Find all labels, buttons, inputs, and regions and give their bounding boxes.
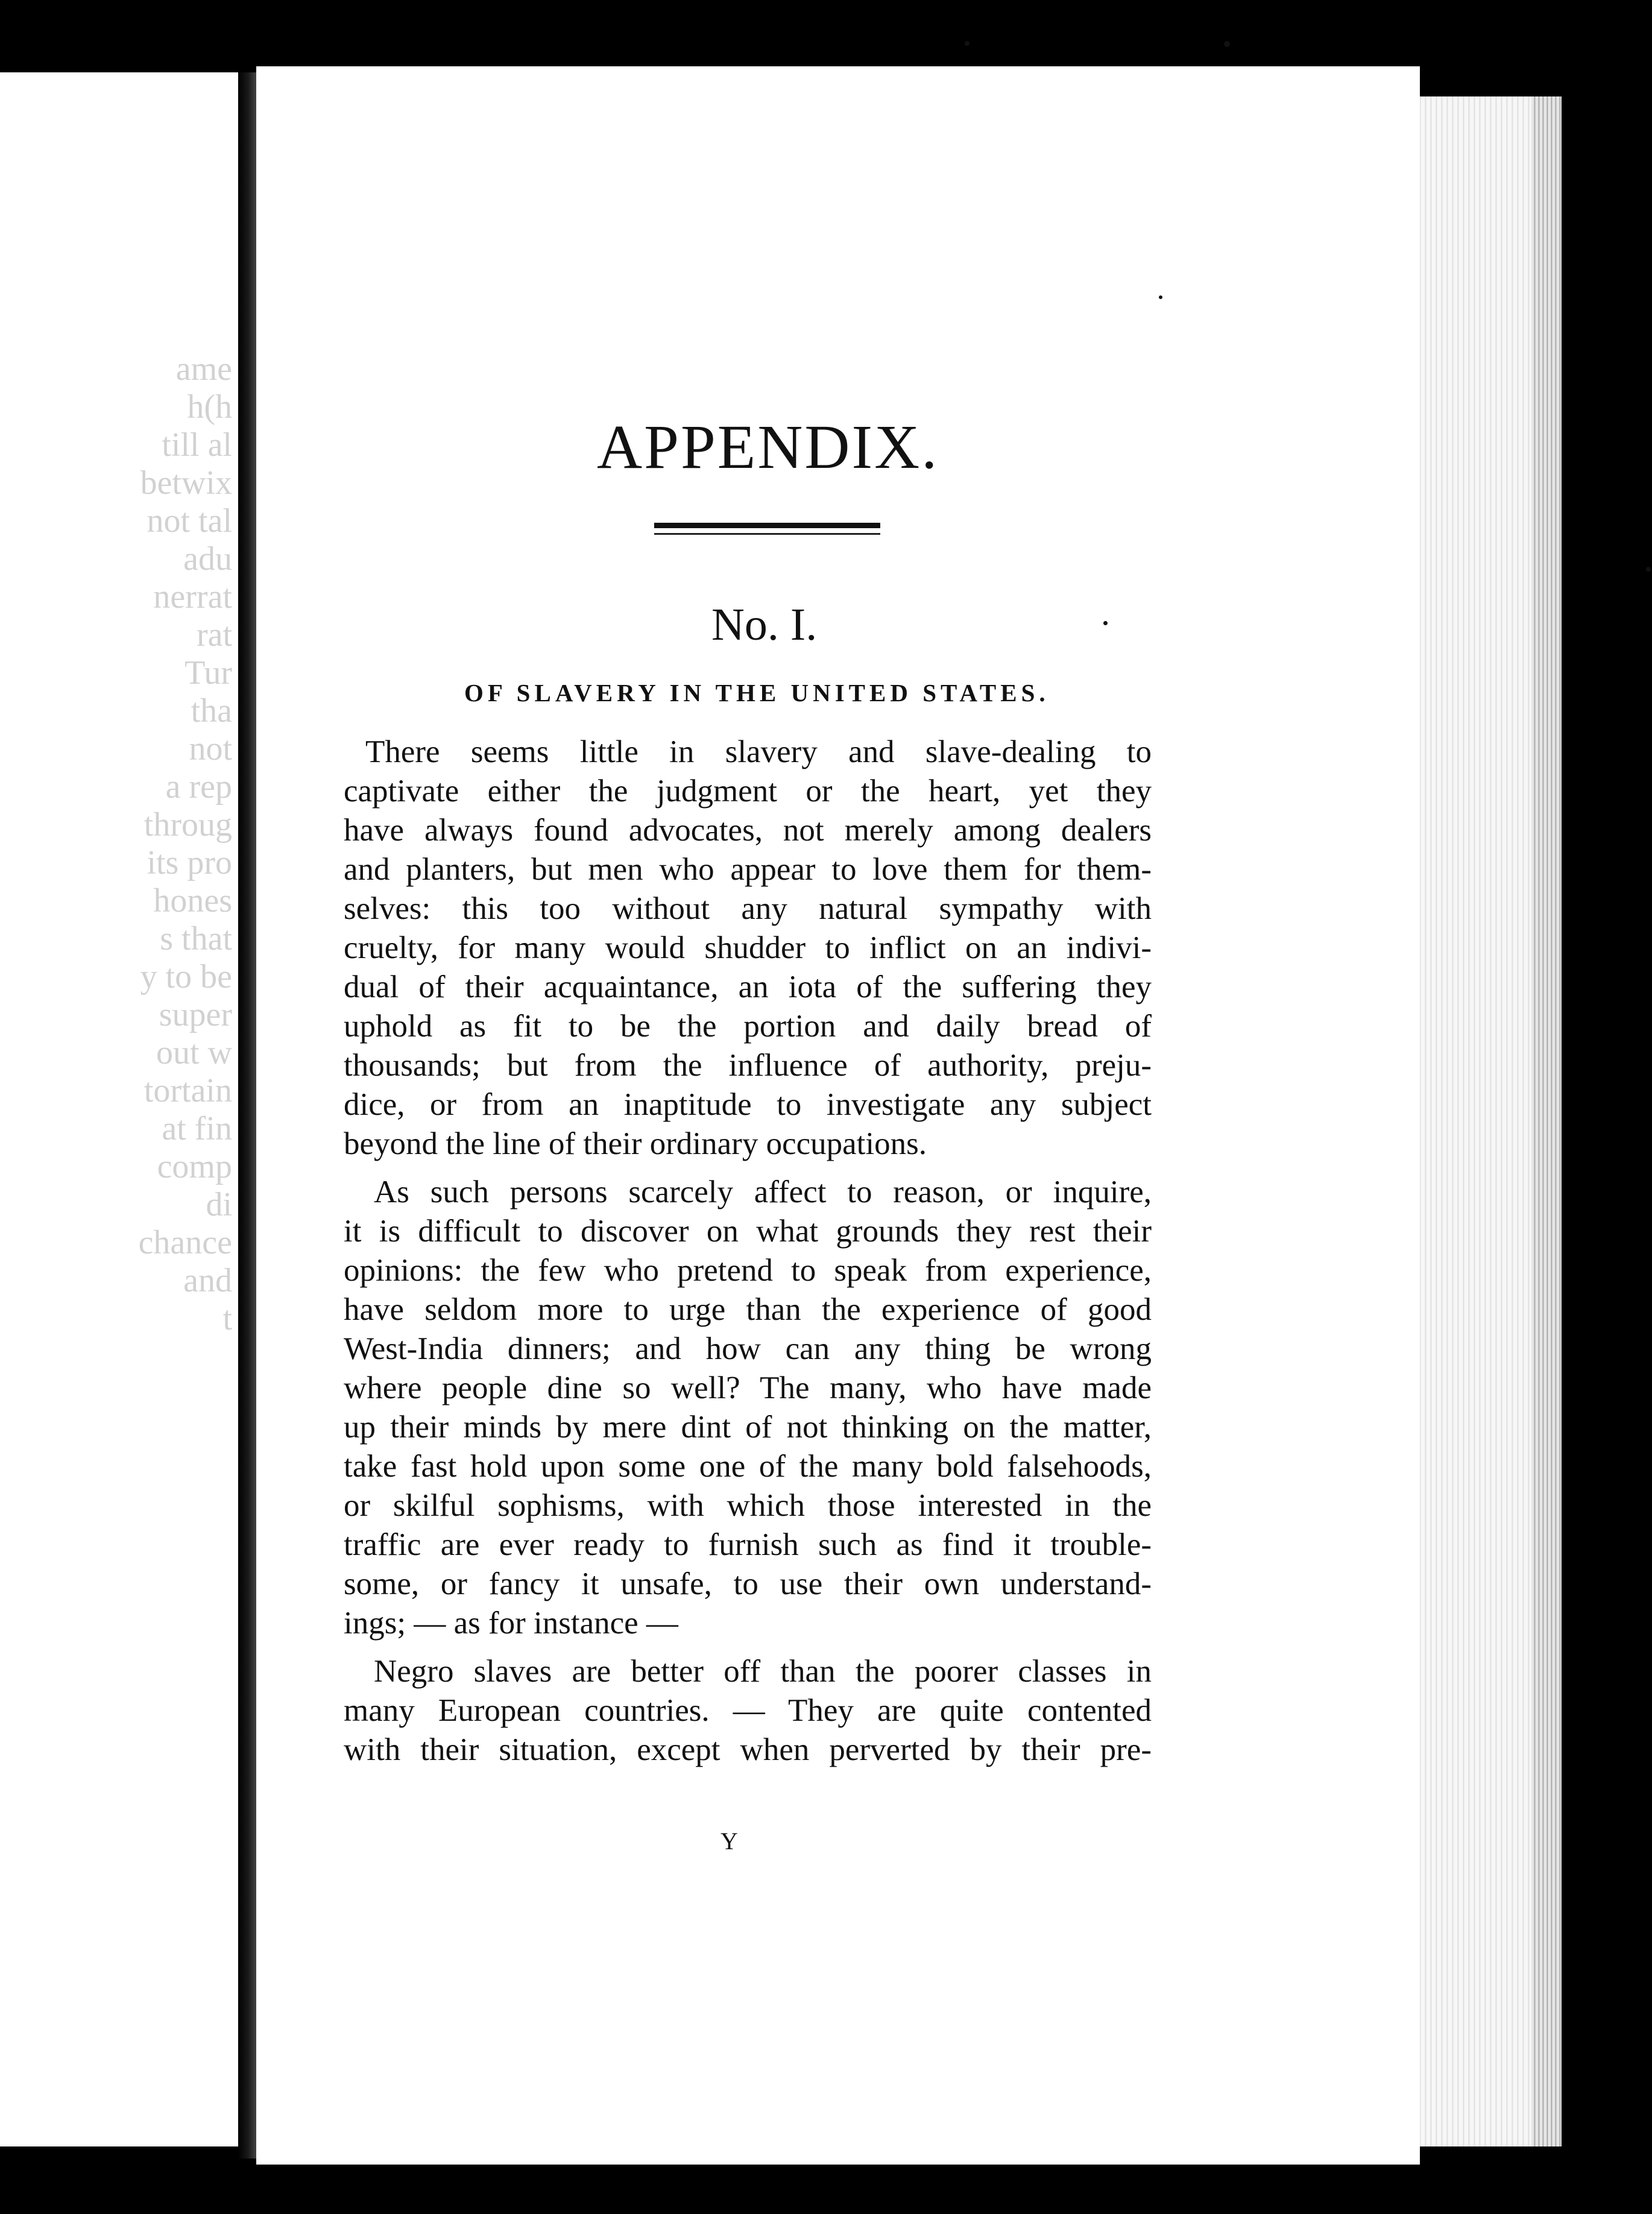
bleed-fragment: rat [196, 616, 232, 654]
bleed-fragment: throug [143, 806, 232, 844]
text-line: As such persons scarcely affect to reason, or inquire, [374, 1175, 1152, 1210]
bleed-fragment: till al [162, 426, 232, 464]
text-line: have seldom more to urge than the experience of good [344, 1292, 1152, 1327]
dust-speck [1103, 621, 1108, 625]
bleed-fragment: at fin [162, 1110, 232, 1147]
title-rule-thick [654, 523, 880, 528]
bleed-fragment: Tur [184, 654, 232, 692]
dust-speck [1224, 41, 1230, 47]
dust-speck [1646, 567, 1651, 572]
dust-speck [1159, 295, 1162, 299]
body-text [344, 733, 1152, 1770]
bleed-fragment: s that [160, 920, 232, 957]
text-line: thousands; but from the influence of authority, preju- [344, 1048, 1152, 1083]
bleed-fragment: out w [156, 1034, 232, 1071]
text-line: ings; — as for instance — [344, 1606, 678, 1641]
bleed-fragment: comp [157, 1148, 232, 1185]
bleed-fragment: super [159, 996, 232, 1033]
bleed-fragment: nerrat [153, 578, 232, 616]
text-line: Negro slaves are better off than the poorer classes in [374, 1654, 1152, 1689]
paragraph-gap [344, 1164, 1152, 1173]
text-line: uphold as fit to be the portion and daily bread of [344, 1009, 1152, 1044]
paragraph [344, 1652, 1152, 1770]
text-line: with their situation, except when perverted by their pre- [344, 1732, 1152, 1767]
paragraph [344, 1173, 1152, 1643]
bleed-fragment: h(h [187, 388, 232, 426]
page-edges-outer [1531, 96, 1562, 2146]
text-line: There seems little in slavery and slave-dealing to [365, 734, 1152, 769]
text-line: it is difficult to discover on what grounds they rest their [344, 1214, 1152, 1249]
text-line: dice, or from an inaptitude to investigate any subject [344, 1087, 1152, 1122]
text-line: beyond the line of their ordinary occupations. [344, 1126, 927, 1161]
text-line: take fast hold upon some one of the many bold falsehoods, [344, 1449, 1152, 1484]
bleed-fragment: and [183, 1262, 232, 1299]
text-line: some, or fancy it unsafe, to use their own understand- [344, 1566, 1152, 1601]
text-line: cruelty, for many would shudder to inflict on an indivi- [344, 930, 1152, 965]
text-line: many European countries. — They are quite contented [344, 1693, 1152, 1728]
text-line: dual of their acquaintance, an iota of the suffering they [344, 970, 1152, 1004]
text-line: up their minds by mere dint of not thinking on the matter, [344, 1410, 1152, 1445]
bleed-fragment: adu [183, 540, 232, 578]
text-line: have always found advocates, not merely among dealers [344, 813, 1152, 848]
bleed-fragment: ame [175, 350, 232, 388]
text-line: captivate either the judgment or the heart, yet they [344, 774, 1152, 809]
paragraph [344, 733, 1152, 1164]
section-heading: OF SLAVERY IN THE UNITED STATES. [464, 679, 1050, 707]
book-gutter [238, 72, 256, 2159]
text-line: West-India dinners; and how can any thing be wrong [344, 1331, 1152, 1366]
signature-mark: Y [720, 1828, 738, 1855]
dust-speck [965, 41, 969, 46]
bleed-fragment: y to be [140, 958, 232, 995]
title-rule-thin [654, 533, 880, 535]
text-line: where people dine so well? The many, who have made [344, 1370, 1152, 1405]
text-line: traffic are ever ready to furnish such as find it trouble- [344, 1527, 1152, 1562]
paragraph-gap [344, 1643, 1152, 1652]
bleed-fragment: a rep [165, 768, 232, 806]
text-line: and planters, but men who appear to love them for them- [344, 852, 1152, 887]
facing-page-bleed-through [0, 350, 238, 1616]
section-number: No. I. [711, 599, 818, 650]
text-line: selves: this too without any natural sympathy with [344, 891, 1152, 926]
bleed-fragment: hones [153, 882, 232, 919]
bleed-fragment: t [222, 1300, 232, 1337]
facing-page [0, 72, 238, 2146]
page-title: APPENDIX. [597, 412, 939, 482]
text-line: or skilful sophisms, with which those interested in the [344, 1488, 1152, 1523]
text-line: opinions: the few who pretend to speak from experience, [344, 1253, 1152, 1288]
bleed-fragment: not [189, 730, 232, 768]
bleed-fragment: tha [191, 692, 232, 730]
bleed-fragment: its pro [147, 844, 232, 882]
bleed-fragment: tortain [143, 1072, 232, 1109]
bleed-fragment: chance [138, 1224, 232, 1261]
bleed-fragment: di [206, 1186, 232, 1223]
bleed-fragment: betwix [140, 464, 232, 502]
bleed-fragment: not tal [147, 502, 232, 540]
